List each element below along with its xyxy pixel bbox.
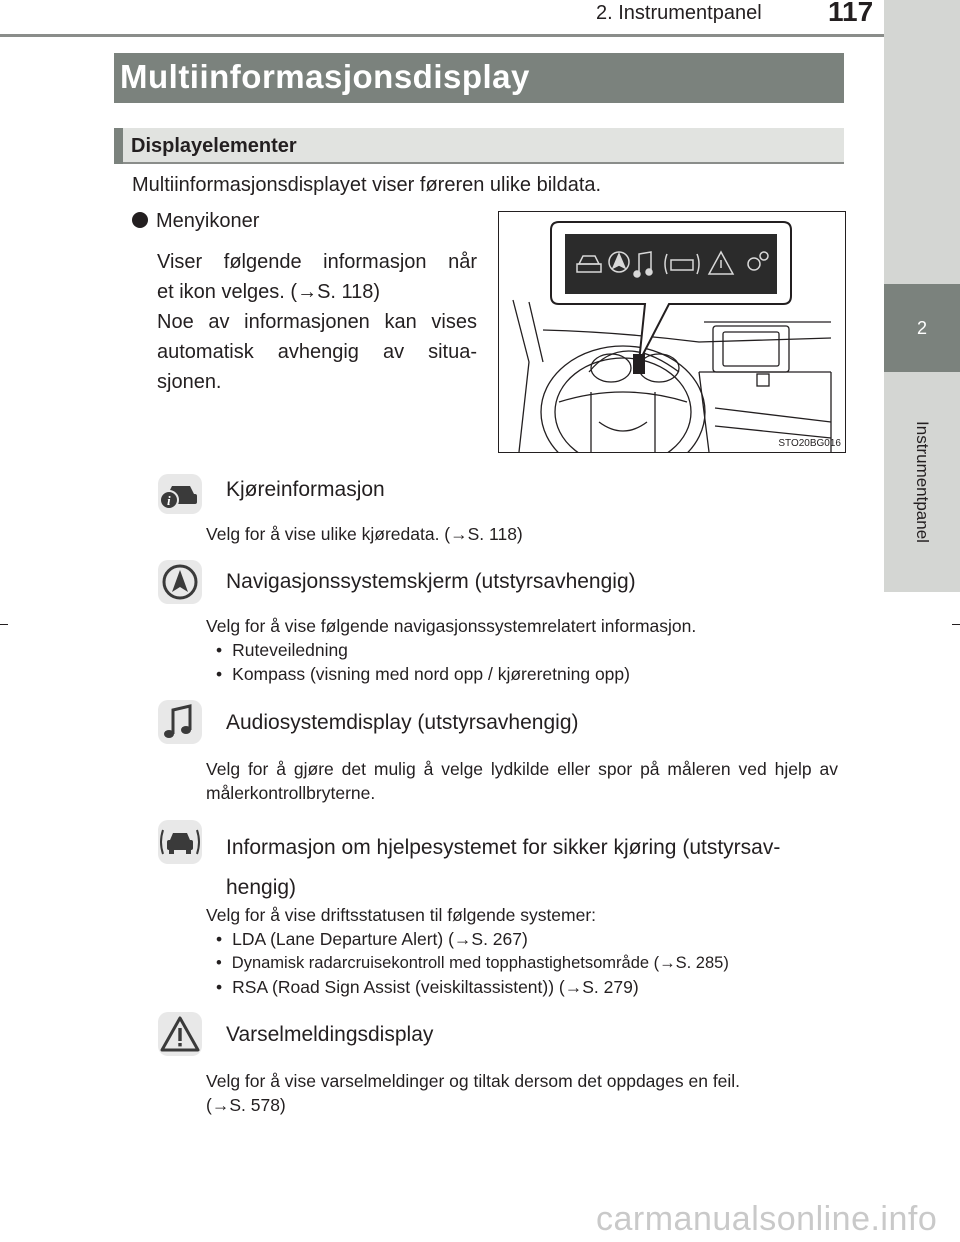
entry-title-navigation: Navigasjonssystemskjerm (utstyrsavhengig): [226, 570, 636, 593]
section-heading-accent: [114, 128, 123, 164]
driving-support-icon: [156, 820, 204, 864]
warning-triangle-icon: [156, 1012, 204, 1056]
menu-desc-line: Viser følgende informasjon når: [157, 251, 477, 273]
list-item: • Dynamisk radarcruisekontroll med topphastighetsområde (→S. 285): [206, 951, 838, 975]
chapter-tab-text: Instrumentpanel: [913, 421, 932, 543]
audio-note-icon: [156, 700, 204, 744]
header-divider: [0, 34, 960, 37]
entry-body-audio: Velg for å gjøre det mulig å velge lydkilde eller spor på måleren ved hjelp av målerkontrollbryterne.: [206, 759, 838, 803]
entry-body-warning: [206, 1069, 838, 1117]
navigation-icon: [156, 560, 204, 604]
list-item: • LDA (Lane Departure Alert) (→S. 267): [206, 927, 838, 951]
entry-title-drive-info: Kjøreinformasjon: [226, 478, 385, 501]
entry-body-text: Velg for å vise varselmeldinger og tiltak dersom det oppdages en feil.: [206, 1071, 741, 1091]
figure-code: STO20BG016: [778, 438, 841, 449]
chapter-tab-label[interactable]: [884, 372, 960, 592]
intro-text: Multiinformasjonsdisplayet viser føreren ulike bildata.: [132, 174, 602, 196]
entry-body-navigation: [206, 614, 838, 686]
menu-icons-description: [157, 247, 477, 397]
entry-body-drive-info: Velg for å vise ulike kjøredata. (→S. 118): [206, 524, 523, 544]
menu-icons-heading: Menyikoner: [132, 210, 259, 233]
entry-body-driving-support: [206, 903, 838, 999]
drive-info-icon: [156, 472, 204, 516]
menu-desc-line: Noe av informasjonen kan vises: [157, 311, 477, 333]
svg-text:i: i: [167, 493, 171, 508]
entry-title-driving-support: [226, 828, 838, 908]
entry-title-line: hengig): [226, 876, 297, 899]
chapter-tab-number[interactable]: 2: [884, 284, 960, 372]
dashboard-illustration: [498, 211, 846, 453]
entry-title-warning: Varselmeldingsdisplay: [226, 1023, 434, 1046]
entry-body-text: Velg for å vise driftsstatusen til følgende systemer:: [206, 905, 597, 925]
entry-title-line: Informasjon om hjelpesystemet for sikker kjøring (utstyrsav-: [226, 836, 781, 859]
list-item: • Kompass (visning med nord opp / kjøreretning opp): [206, 662, 838, 686]
menu-desc-line: automatisk avhengig av situa-: [157, 341, 477, 363]
crop-mark-right: [952, 624, 960, 625]
section-heading: Displayelementer: [131, 135, 297, 157]
footer-watermark[interactable]: carmanualsonline.info: [596, 1200, 938, 1238]
entry-body-text: (→S. 578): [206, 1095, 286, 1115]
page-number: 117: [828, 0, 874, 27]
dashboard-drawing: [499, 212, 845, 452]
menu-desc-line: sjonen.: [157, 371, 222, 393]
crop-mark-left: [0, 624, 8, 625]
page-title: Multiinformasjonsdisplay: [120, 58, 530, 95]
list-item: • RSA (Road Sign Assist (veiskiltassistent)) (→S. 279): [206, 975, 838, 999]
menu-desc-line: et ikon velges. (→S. 118): [157, 281, 381, 303]
side-tab-background: [884, 0, 960, 284]
running-header: 2. Instrumentpanel: [596, 2, 762, 24]
entry-body-text: Velg for å vise følgende navigasjonssystemrelatert informasjon.: [206, 616, 697, 636]
list-item: • Ruteveiledning: [206, 638, 838, 662]
bullet-icon: [132, 212, 148, 228]
entry-title-audio: Audiosystemdisplay (utstyrsavhengig): [226, 711, 579, 734]
